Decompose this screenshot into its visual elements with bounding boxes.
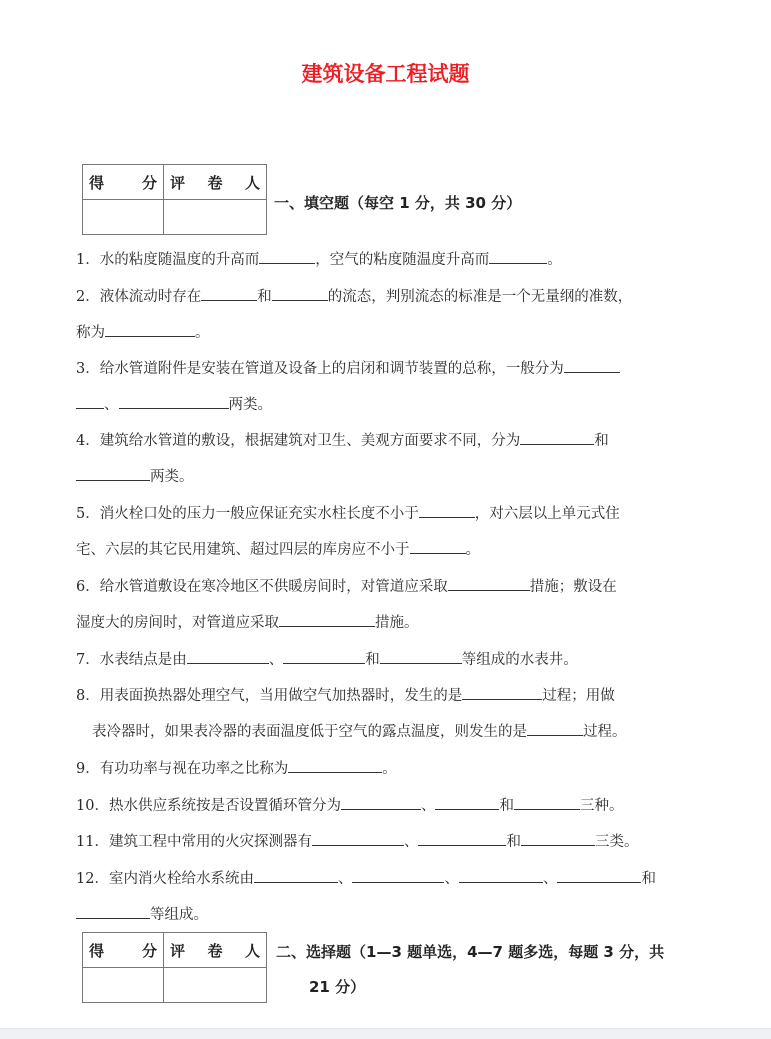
question-text: 表冷器时，如果表冷器的表面温度低于空气的露点温度，则发生的是 xyxy=(92,724,527,740)
score-label: 分 xyxy=(141,941,157,960)
question-line xyxy=(76,648,578,669)
question-line xyxy=(76,757,397,778)
grader-label: 评 xyxy=(170,173,186,192)
score-header-cell xyxy=(83,165,164,200)
question-line xyxy=(92,720,627,741)
answer-blank[interactable] xyxy=(557,881,641,883)
answer-blank[interactable] xyxy=(279,625,375,627)
question-text: 2．液体流动时存在 xyxy=(76,289,202,305)
answer-blank[interactable] xyxy=(105,335,195,337)
score-label: 得 xyxy=(89,173,105,192)
question-text: 、 xyxy=(542,871,558,887)
question-text: 、 xyxy=(268,652,284,668)
answer-blank[interactable] xyxy=(419,516,475,518)
score-header-cell xyxy=(83,933,164,968)
question-text: 。 xyxy=(382,761,397,777)
answer-blank[interactable] xyxy=(288,771,382,773)
answer-blank[interactable] xyxy=(76,479,150,481)
question-line xyxy=(76,465,194,486)
answer-blank[interactable] xyxy=(341,808,421,810)
answer-blank[interactable] xyxy=(254,881,338,883)
question-text: 措施；敷设在 xyxy=(529,579,617,595)
question-text: 和 xyxy=(594,433,609,449)
answer-blank[interactable] xyxy=(410,552,466,554)
question-text: 6．给水管道敷设在寒冷地区不供暖房间时，对管道应采取 xyxy=(76,579,448,595)
question-text: 称为 xyxy=(76,325,105,341)
document-title: 建筑设备工程试题 xyxy=(301,62,470,86)
question-text: 和 xyxy=(506,834,521,850)
grader-header-cell xyxy=(164,165,267,200)
score-label: 分 xyxy=(141,173,157,192)
question-text: 和 xyxy=(257,289,272,305)
grader-label: 评 xyxy=(170,941,186,960)
grader-label: 卷 xyxy=(207,941,223,960)
question-text: 。 xyxy=(195,325,210,341)
answer-blank[interactable] xyxy=(459,881,543,883)
question-text: 的流态，判别流态的标准是一个无量纲的准数， xyxy=(327,289,633,305)
question-text: 三种。 xyxy=(579,798,624,814)
question-text: 、 xyxy=(403,834,419,850)
question-text: 。 xyxy=(465,542,480,558)
question-line xyxy=(76,538,480,559)
section2-heading-line2: 21 分） xyxy=(309,978,366,996)
question-text: 和 xyxy=(641,871,656,887)
grader-value-cell xyxy=(164,200,267,235)
question-text: 等组成。 xyxy=(150,907,208,923)
question-text: 。 xyxy=(547,252,562,268)
question-line xyxy=(76,393,272,414)
answer-blank[interactable] xyxy=(380,662,462,664)
answer-blank[interactable] xyxy=(119,407,229,409)
question-line xyxy=(76,502,620,523)
answer-blank[interactable] xyxy=(520,443,594,445)
question-text: 两类。 xyxy=(150,469,194,485)
answer-blank[interactable] xyxy=(76,407,104,409)
grader-value-cell xyxy=(164,968,267,1003)
answer-blank[interactable] xyxy=(312,844,404,846)
question-text: 11．建筑工程中常用的火灾探测器有 xyxy=(76,834,312,850)
question-text: 9．有功功率与视在功率之比称为 xyxy=(76,761,289,777)
question-text: ，空气的粘度随温度升高而 xyxy=(315,252,490,268)
question-text: 两类。 xyxy=(228,397,272,413)
question-text: 12．室内消火栓给水系统由 xyxy=(76,871,254,887)
answer-blank[interactable] xyxy=(448,589,530,591)
question-text: 宅、六层的其它民用建筑、超过四层的库房应不小于 xyxy=(76,542,410,558)
question-line xyxy=(76,429,609,450)
answer-blank[interactable] xyxy=(272,299,328,301)
answer-blank[interactable] xyxy=(514,808,580,810)
question-text: 等组成的水表井。 xyxy=(461,652,578,668)
question-line xyxy=(76,867,656,888)
question-text: 和 xyxy=(365,652,380,668)
question-line xyxy=(76,575,617,596)
grader-label: 卷 xyxy=(207,173,223,192)
question-text: 1．水的粘度随温度的升高而 xyxy=(76,252,260,268)
question-line xyxy=(76,248,562,269)
answer-blank[interactable] xyxy=(259,262,315,264)
question-line xyxy=(76,611,419,632)
answer-blank[interactable] xyxy=(462,698,542,700)
answer-blank[interactable] xyxy=(352,881,444,883)
question-text: 、 xyxy=(420,798,436,814)
answer-blank[interactable] xyxy=(187,662,269,664)
question-text: 8．用表面换热器处理空气，当用做空气加热器时，发生的是 xyxy=(76,688,463,704)
answer-blank[interactable] xyxy=(283,662,365,664)
question-text: 10．热水供应系统按是否设置循环管分为 xyxy=(76,798,341,814)
score-label: 得 xyxy=(89,941,105,960)
question-text: 7．水表结点是由 xyxy=(76,652,187,668)
answer-blank[interactable] xyxy=(527,734,583,736)
question-line xyxy=(76,285,632,306)
question-text: 、 xyxy=(444,871,459,887)
question-text: ，对六层以上单元式住 xyxy=(474,506,620,522)
answer-blank[interactable] xyxy=(564,371,620,373)
answer-blank[interactable] xyxy=(521,844,595,846)
question-line xyxy=(76,794,623,815)
question-text: 5．消火栓口处的压力一般应保证充实水柱长度不小于 xyxy=(76,506,419,522)
question-text: 措施。 xyxy=(375,615,419,631)
answer-blank[interactable] xyxy=(489,262,547,264)
question-line xyxy=(76,357,620,378)
question-text: 和 xyxy=(499,798,514,814)
question-line xyxy=(76,321,210,342)
score-table-section1 xyxy=(82,164,267,235)
section2-heading-line1: 二、选择题（1—3 题单选，4—7 题多选，每题 3 分，共 xyxy=(276,943,665,961)
question-text: 过程。 xyxy=(583,724,627,740)
section1-heading: 一、填空题（每空 1 分，共 30 分） xyxy=(274,194,522,212)
score-value-cell xyxy=(83,968,164,1003)
question-text: 三类。 xyxy=(594,834,639,850)
grader-header-cell xyxy=(164,933,267,968)
answer-blank[interactable] xyxy=(76,917,150,919)
question-text: 过程；用做 xyxy=(542,688,615,704)
answer-blank[interactable] xyxy=(435,808,499,810)
question-text: 4．建筑给水管道的敷设，根据建筑对卫生、美观方面要求不同，分为 xyxy=(76,433,521,449)
score-table-section2 xyxy=(82,932,267,1003)
score-value-cell xyxy=(83,200,164,235)
viewer-bottom-bar xyxy=(0,1028,771,1039)
question-line xyxy=(76,903,208,924)
question-text: 、 xyxy=(104,397,119,413)
question-line xyxy=(76,684,615,705)
question-text: 湿度大的房间时，对管道应采取 xyxy=(76,615,279,631)
question-text: 3．给水管道附件是安装在管道及设备上的启闭和调节装置的总称，一般分为 xyxy=(76,361,564,377)
grader-label: 人 xyxy=(244,941,260,960)
answer-blank[interactable] xyxy=(418,844,506,846)
answer-blank[interactable] xyxy=(201,299,257,301)
grader-label: 人 xyxy=(244,173,260,192)
question-text: 、 xyxy=(337,871,353,887)
question-line xyxy=(76,830,638,851)
